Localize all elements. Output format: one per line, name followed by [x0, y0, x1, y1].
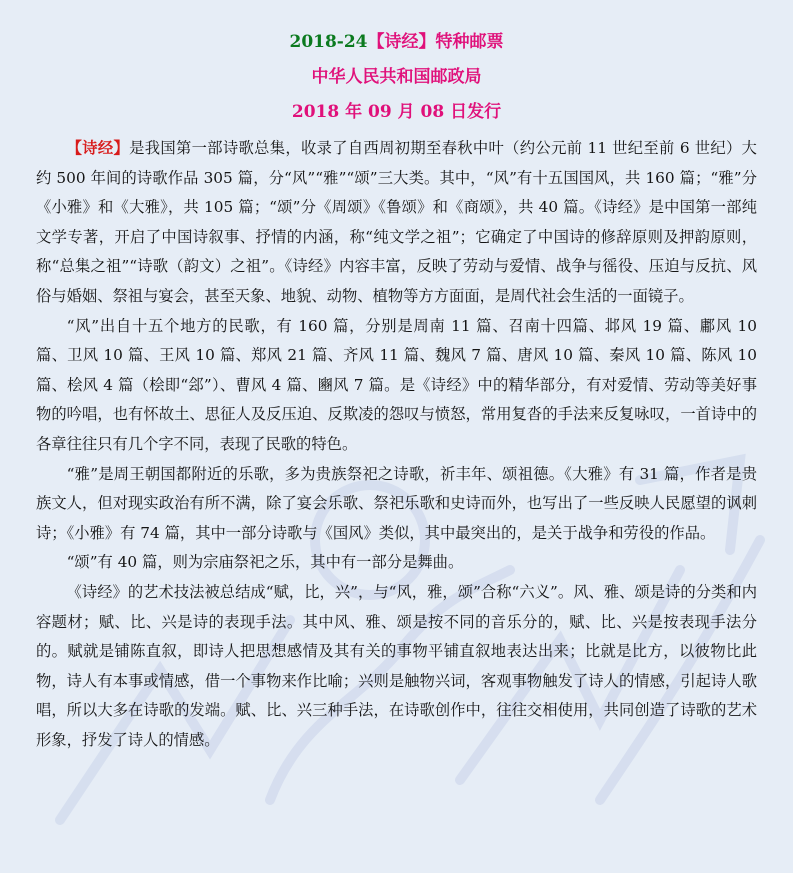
stamp-issuer: 中华人民共和国邮政局: [311, 67, 482, 87]
paragraph-song: “颂”有 40 篇，则为宗庙祭祀之乐，其中有一部分是舞曲。: [66, 553, 464, 572]
paragraph-lead: 【诗经】: [66, 139, 130, 157]
stamp-title: [36, 30, 757, 54]
paragraph-techniques: 《诗经》的艺术技法被总结成“赋，比，兴”，与“风，雅，颂”合称“六义”。风、雅、颂是诗的分类和内容题材；赋、比、兴是诗的表现手法。其中风、雅、颂是按不同的音乐分的，赋、比、兴是按表现手法分的。赋就是铺陈直叙，即诗人把思想感情及其有关的事物平铺直叙地表达出来；比就是比方，以彼物比此物，诗人有本事或情感，借一个事物来作比喻；兴则是触物兴词，客观事物触发了诗人的情感，引起诗人歌唱，所以大多在诗歌的发端。赋、比、兴三种手法，在诗歌创作中，往往交相使用，共同创造了诗歌的艺术形象，抒发了诗人的情感。: [36, 582, 757, 749]
paragraph-intro: [36, 134, 757, 312]
paragraph-ya: “雅”是周王朝国都附近的乐歌，多为贵族祭祀之诗歌，祈丰年、颂祖德。《大雅》有 31 篇，作者是贵族文人，但对现实政治有所不满，除了宴会乐歌、祭祀乐歌和史诗而外，也写出了一些反映人民愿望的讽刺诗；《小雅》有 74 篇，其中一部分诗歌与《国风》类似，其中最突出的，是关于战争和劳役的作品。: [36, 464, 757, 542]
article-body: [36, 134, 757, 755]
paragraph-feng: “风”出自十五个地方的民歌，有 160 篇，分别是周南 11 篇、召南十四篇、邶风 19 篇、鄘风 10 篇、卫风 10 篇、王风 10 篇、郑风 21 篇、齐风 11 篇、魏风 7 篇、唐风 10 篇、秦风 10 篇、陈风 10 篇、桧风 4 篇（桧即“郐”）、曹风 4 篇、豳风 7 篇。是《诗经》中的精华部分，有对爱情、劳动等美好事物的吟唱，也有怀故土、思征人及反压迫、反欺凌的怨叹与愤怒，常用复沓的手法来反复咏叹，一首诗中的各章往往只有几个字不同，表现了民歌的特色。: [36, 316, 757, 453]
stamp-issue-date: 2018 年 09 月 08 日发行: [291, 102, 502, 122]
stamp-number: 2018-24: [289, 32, 368, 52]
paragraph-intro-text: 是我国第一部诗歌总集，收录了自西周初期至春秋中叶（约公元前 11 世纪至前 6 世纪）大约 500 年间的诗歌作品 305 篇，分“风”“雅”“颂”三大类。其中，“风”有十五国国风，共 160 篇；“雅”分《小雅》和《大雅》，共 105 篇；“颂”分《周颂》《鲁颂》和《商颂》，共 40 篇。《诗经》是中国第一部纯文学专著，开启了中国诗叙事、抒情的内涵，称“纯文学之祖”；它确定了中国诗的修辞原则及押韵原则，称“总集之祖”“诗歌（韵文）之祖”。《诗经》内容丰富，反映了劳动与爱情、战争与徭役、压迫与反抗、风俗与婚姻、祭祖与宴会，甚至天象、地貌、动物、植物等方方面面，是周代社会生活的一面镜子。: [36, 139, 757, 305]
stamp-name: 【诗经】特种邮票: [367, 32, 504, 52]
